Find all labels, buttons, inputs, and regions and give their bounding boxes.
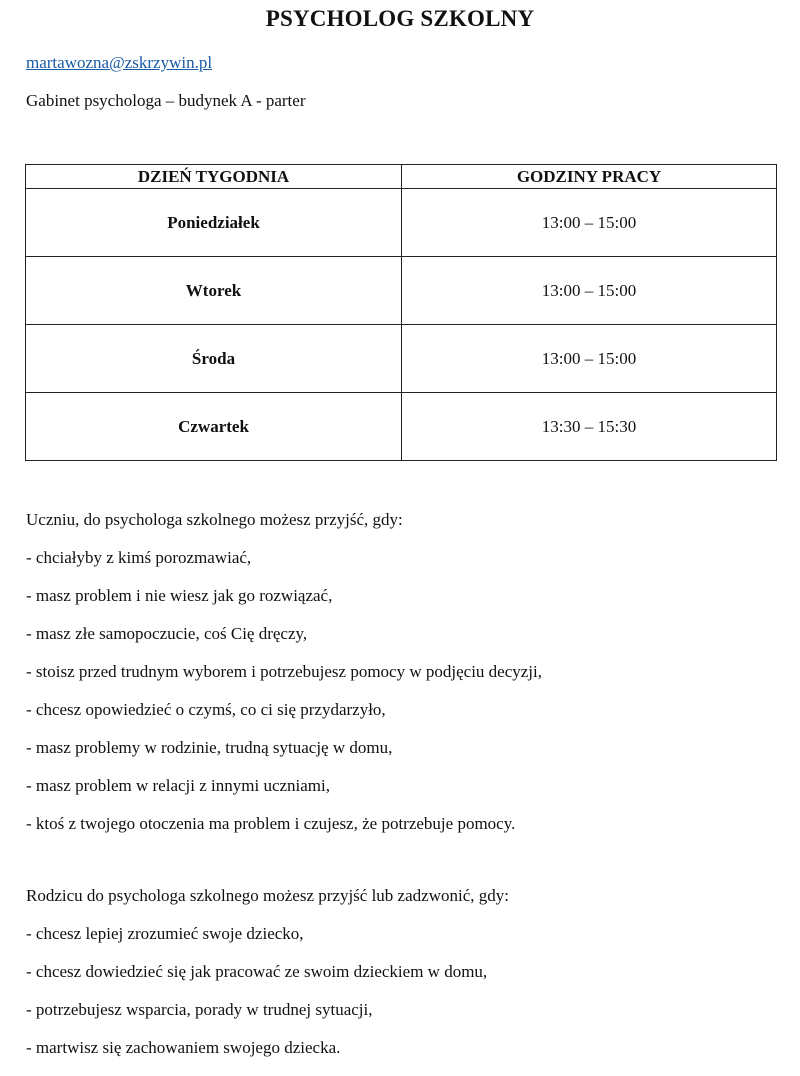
column-header-hours: GODZINY PRACY — [402, 165, 777, 189]
table-row — [26, 393, 777, 461]
table-header-row — [26, 165, 777, 189]
list-item: - chcesz opowiedzieć o czymś, co ci się przydarzyło, — [26, 700, 386, 719]
list-item: - ktoś z twojego otoczenia ma problem i czujesz, że potrzebuje pomocy. — [26, 814, 516, 833]
hours-cell: 13:00 – 15:00 — [402, 257, 777, 325]
list-item: - potrzebujesz wsparcia, porady w trudnej sytuacji, — [26, 1000, 373, 1019]
table-row — [26, 257, 777, 325]
list-item: - masz złe samopoczucie, coś Cię dręczy, — [26, 624, 308, 643]
column-header-day: DZIEŃ TYGODNIA — [26, 165, 402, 189]
list-item: - masz problem w relacji z innymi uczniami, — [26, 776, 331, 795]
list-item: - chcesz dowiedzieć się jak pracować ze swoim dzieckiem w domu, — [26, 962, 488, 981]
list-item: - martwisz się zachowaniem swojego dziecka. — [26, 1038, 341, 1057]
email-link[interactable]: martawozna@zskrzywin.pl — [26, 53, 213, 72]
schedule-table — [25, 164, 777, 461]
office-location: Gabinet psychologa – budynek A - parter — [26, 91, 306, 110]
students-intro: Uczniu, do psychologa szkolnego możesz przyjść, gdy: — [26, 510, 403, 529]
day-cell: Wtorek — [26, 257, 402, 325]
students-section — [26, 510, 542, 852]
list-item: - stoisz przed trudnym wyborem i potrzebujesz pomocy w podjęciu decyzji, — [26, 662, 542, 681]
day-cell: Poniedziałek — [26, 189, 402, 257]
list-item: - masz problemy w rodzinie, trudną sytuację w domu, — [26, 738, 393, 757]
list-item: - chciałyby z kimś porozmawiać, — [26, 548, 252, 567]
table-row — [26, 325, 777, 393]
hours-cell: 13:00 – 15:00 — [402, 189, 777, 257]
table-row — [26, 189, 777, 257]
parents-section — [26, 886, 509, 1076]
day-cell: Środa — [26, 325, 402, 393]
list-item: - masz problem i nie wiesz jak go rozwiązać, — [26, 586, 333, 605]
day-cell: Czwartek — [26, 393, 402, 461]
page-title: PSYCHOLOG SZKOLNY — [265, 6, 535, 31]
hours-cell: 13:00 – 15:00 — [402, 325, 777, 393]
list-item: - chcesz lepiej zrozumieć swoje dziecko, — [26, 924, 304, 943]
parents-intro: Rodzicu do psychologa szkolnego możesz przyjść lub zadzwonić, gdy: — [26, 886, 509, 905]
hours-cell: 13:30 – 15:30 — [402, 393, 777, 461]
